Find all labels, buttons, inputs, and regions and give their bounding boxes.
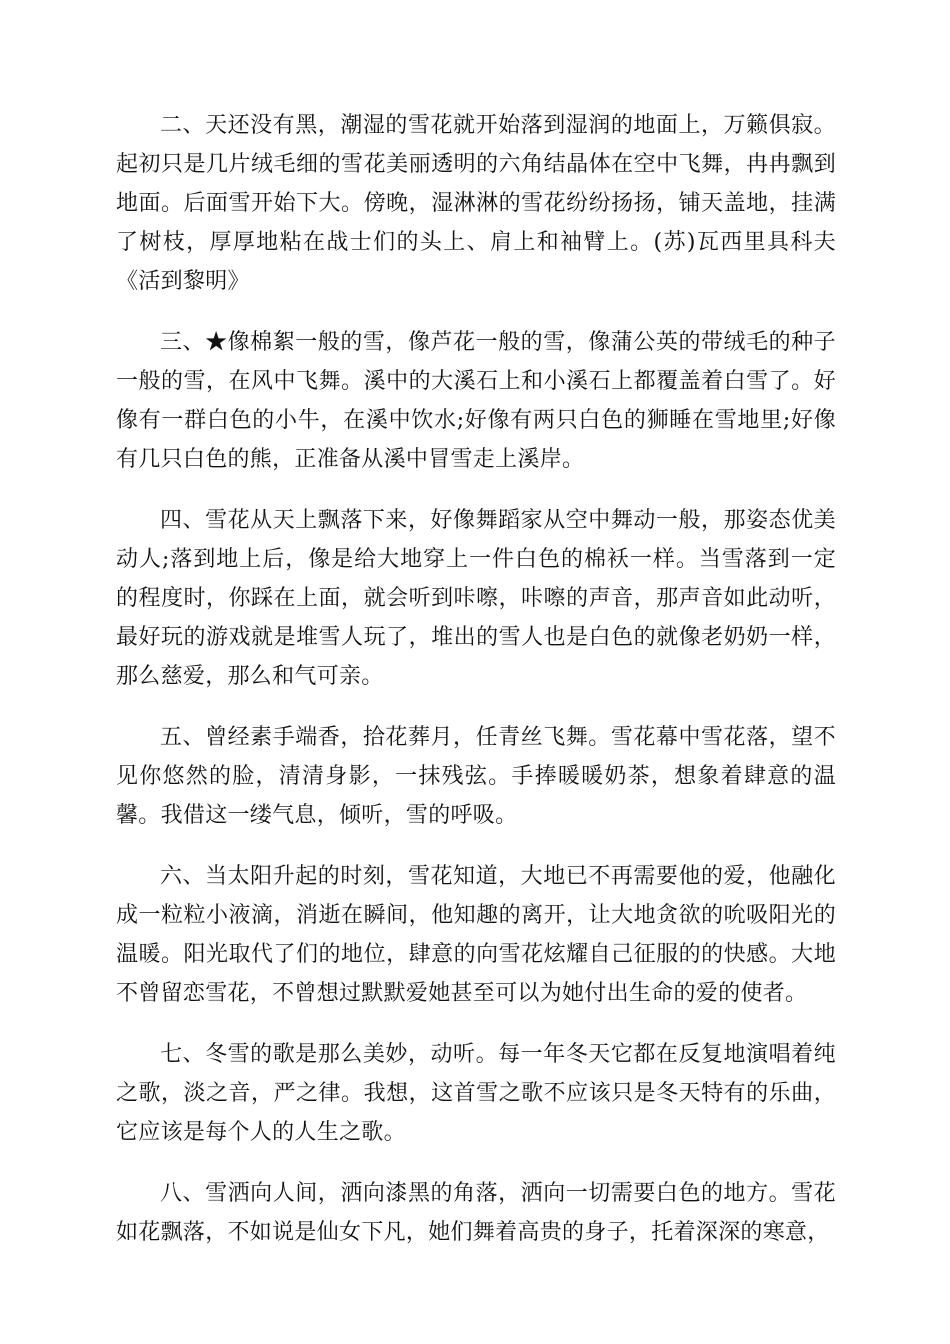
paragraph-2: 二、天还没有黑，潮湿的雪花就开始落到湿润的地面上，万籁俱寂。起初只是几片绒毛细的雪花美丽透明的六角结晶体在空中飞舞，冉冉飘到地面。后面雪开始下大。傍晚，湿淋淋的雪花纷纷扬扬，铺天盖地，挂满了树枝，厚厚地粘在战士们的头上、肩上和袖臂上。(苏)瓦西里具科夫《活到黎明》 bbox=[116, 113, 836, 294]
paragraph-3: 三、★像棉絮一般的雪，像芦花一般的雪，像蒲公英的带绒毛的种子一般的雪，在风中飞舞。溪中的大溪石上和小溪石上都覆盖着白雪了。好像有一群白色的小牛，在溪中饮水;好像有两只白色的狮睡在雪地里;好像有几只白色的熊，正准备从溪中冒雪走上溪岸。 bbox=[116, 330, 836, 472]
paragraph-8: 八、雪洒向人间，洒向漆黑的角落，洒向一切需要白色的地方。雪花如花飘落，不如说是仙女下凡，她们舞着高贵的身子，托着深深的寒意， bbox=[116, 1181, 836, 1245]
paragraph-4: 四、雪花从天上飘落下来，好像舞蹈家从空中舞动一般，那姿态优美动人;落到地上后，像是给大地穿上一件白色的棉袄一样。当雪落到一定的程度时，你踩在上面，就会听到咔嚓，咔嚓的声音，那声音如此动听，最好玩的游戏就是堆雪人玩了，堆出的雪人也是白色的就像老奶奶一样，那么慈爱，那么和气可亲。 bbox=[116, 508, 836, 689]
paragraph-7: 七、冬雪的歌是那么美妙，动听。每一年冬天它都在反复地演唱着纯之歌，淡之音，严之律。我想，这首雪之歌不应该只是冬天特有的乐曲，它应该是每个人的人生之歌。 bbox=[116, 1042, 836, 1145]
paragraph-5: 五、曾经素手端香，拾花葬月，任青丝飞舞。雪花幕中雪花落，望不见你悠然的脸，清清身影，一抹残弦。手捧暖暖奶茶，想象着肆意的温馨。我借这一缕气息，倾听，雪的呼吸。 bbox=[116, 725, 836, 828]
document-body bbox=[116, 106, 836, 1274]
paragraph-6: 六、当太阳升起的时刻，雪花知道，大地已不再需要他的爱，他融化成一粒粒小液滴，消逝在瞬间，他知趣的离开，让大地贪欲的吮吸阳光的温暖。阳光取代了们的地位，肆意的向雪花炫耀自己征服的的快感。大地不曾留恋雪花，不曾想过默默爱她甚至可以为她付出生命的爱的使者。 bbox=[116, 864, 836, 1006]
